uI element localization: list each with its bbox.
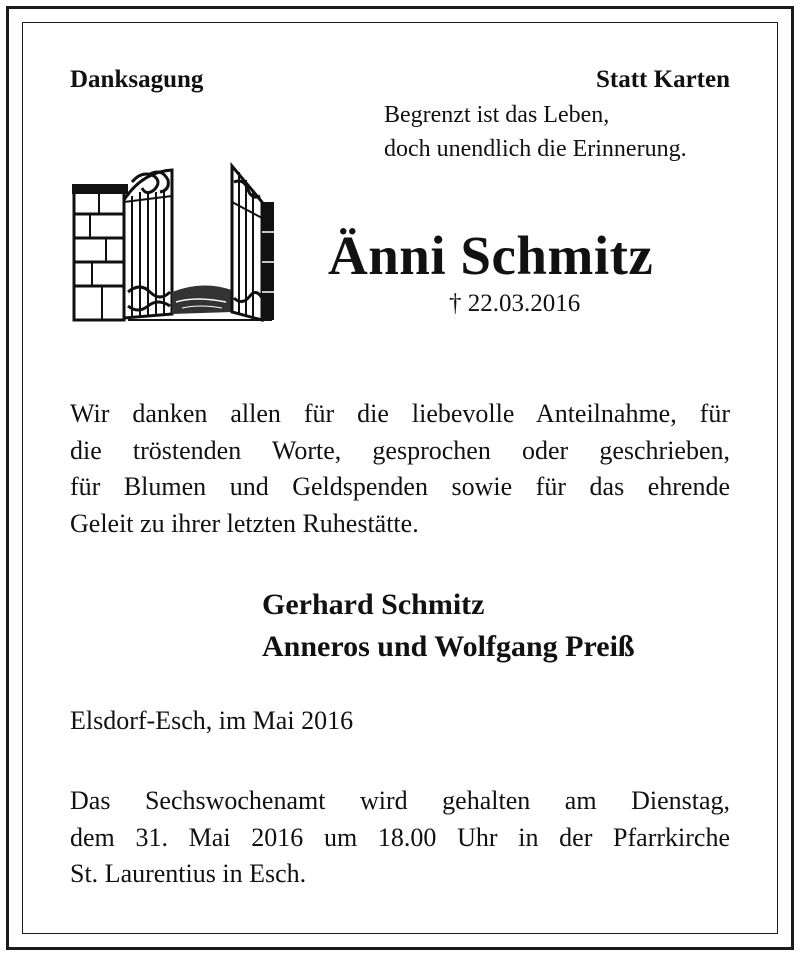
signer-name: Gerhard Schmitz [262,588,485,621]
verse-line: Begrenzt ist das Leben, [384,102,610,128]
open-gate-icon [72,162,277,322]
thanks-paragraph [70,396,730,542]
service-line: St. Laurentius in Esch. [70,859,307,888]
thanks-line: die tröstenden Worte, gesprochen oder geschrieben, [70,435,730,465]
service-line: dem 31. Mai 2016 um 18.00 Uhr in der Pfarrkirche [70,822,730,852]
death-date: † 22.03.2016 [449,290,581,317]
thanks-line: für Blumen und Geldspenden sowie für das ehrende [70,472,730,501]
verse [384,98,687,166]
verse-line: doch unendlich die Erinnerung. [384,136,687,162]
stone-pillar-right [262,202,274,320]
statt-karten-label: Statt Karten [596,66,730,93]
gate-wing-right [232,166,262,320]
thanks-line: Wir danken allen für die liebevolle Anteilnahme, für [70,399,730,428]
gate-wing-left [124,170,172,318]
signer-name: Anneros und Wolfgang Preiß [262,630,635,663]
danksagung-label: Danksagung [70,66,204,93]
service-paragraph [70,783,730,893]
service-line: Das Sechswochenamt wird gehalten am Dienstag, [70,786,730,815]
stone-pillar [72,184,128,320]
signers [262,584,635,668]
thanks-line: Geleit zu ihrer letzten Ruhestätte. [70,508,419,538]
place-date: Elsdorf-Esch, im Mai 2016 [70,706,354,735]
deceased-name: Änni Schmitz [328,225,654,286]
